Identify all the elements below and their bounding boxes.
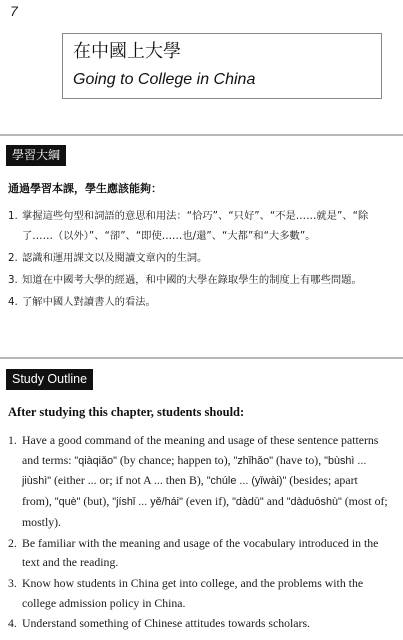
lesson-title-box xyxy=(62,33,382,99)
pinyin-term: "qiàqiǎo" xyxy=(74,454,117,467)
lesson-title-chinese: 在中國上大學 xyxy=(73,41,181,62)
item-text: 知道在中國考大學的經過，和中國的大學在錄取學生的制度上有哪些問題。 xyxy=(22,274,362,286)
outline-item-chinese xyxy=(8,292,389,312)
item-text: (but), xyxy=(80,494,113,509)
outline-item-english xyxy=(8,574,389,613)
section-divider xyxy=(0,357,403,359)
pinyin-term: "chúle ... (yǐwài)" xyxy=(206,475,287,488)
outline-item-english xyxy=(8,614,389,634)
pinyin-term: "zhǐhǎo" xyxy=(233,454,274,467)
item-text: (besides; apart from), xyxy=(22,473,358,509)
outline-item-chinese xyxy=(8,206,389,246)
outline-item-chinese xyxy=(8,270,389,290)
item-text: and xyxy=(263,494,287,509)
item-number: 2. xyxy=(8,535,17,550)
outline-item-chinese xyxy=(8,248,389,268)
item-text: Be familiar with the meaning and usage of the vocabulary introduced in the text and the reading. xyxy=(22,535,379,570)
item-text: 了解中國人對讀書人的看法。 xyxy=(22,296,156,308)
item-number: 3. xyxy=(8,274,18,286)
item-text: (even if), xyxy=(182,494,233,509)
study-outline-list-chinese xyxy=(8,206,389,314)
item-number: 4. xyxy=(8,616,17,631)
pinyin-term: "què" xyxy=(54,496,81,509)
section-heading-chinese: 學習大綱 xyxy=(6,145,66,166)
lead-text-chinese: 通過學習本課，學生應該能夠： xyxy=(8,182,162,195)
pinyin-term: "dàdū" xyxy=(232,496,264,509)
study-outline-list-english xyxy=(8,431,389,635)
item-number: 1. xyxy=(8,210,18,222)
outline-item-english xyxy=(8,534,389,573)
pinyin-term: "dàduōshù" xyxy=(286,496,342,509)
item-text: Understand something of Chinese attitudes towards scholars. xyxy=(22,616,310,631)
section-heading-english: Study Outline xyxy=(6,369,93,390)
item-text: 認識和運用課文以及閱讀文章內的生詞。 xyxy=(22,252,208,264)
item-text: (most of; mostly). xyxy=(22,494,388,529)
item-text: 掌握這些句型和詞語的意思和用法：“恰巧”、“只好”、“不是……就是”、“除了……（以外）”、“卻”、“即使……也/還”、“大都”和“大多數”。 xyxy=(22,210,369,242)
item-number: 1. xyxy=(8,433,17,447)
item-text: Have a good command of the meaning and usage of these sentence patterns and terms: xyxy=(22,433,379,467)
lesson-title-english: Going to College in China xyxy=(73,71,256,88)
pinyin-term: "jíshǐ ... yě/hái" xyxy=(112,496,183,509)
outline-item-english xyxy=(8,431,389,533)
pinyin-term: "bùshì ... jiùshì" xyxy=(22,454,367,488)
lead-text-english: After studying this chapter, students should: xyxy=(8,405,245,419)
section-divider xyxy=(0,134,403,136)
item-text: (by chance; happen to), xyxy=(116,452,234,467)
item-number: 3. xyxy=(8,575,17,590)
page-number: 7 xyxy=(10,3,18,19)
item-text: (have to), xyxy=(273,452,325,467)
item-text: Know how students in China get into college, and the problems with the college admission policy in China. xyxy=(22,575,364,610)
item-number: 4. xyxy=(8,296,18,308)
item-number: 2. xyxy=(8,252,18,264)
item-text: (either ... or; if not A ... then B), xyxy=(51,473,207,488)
